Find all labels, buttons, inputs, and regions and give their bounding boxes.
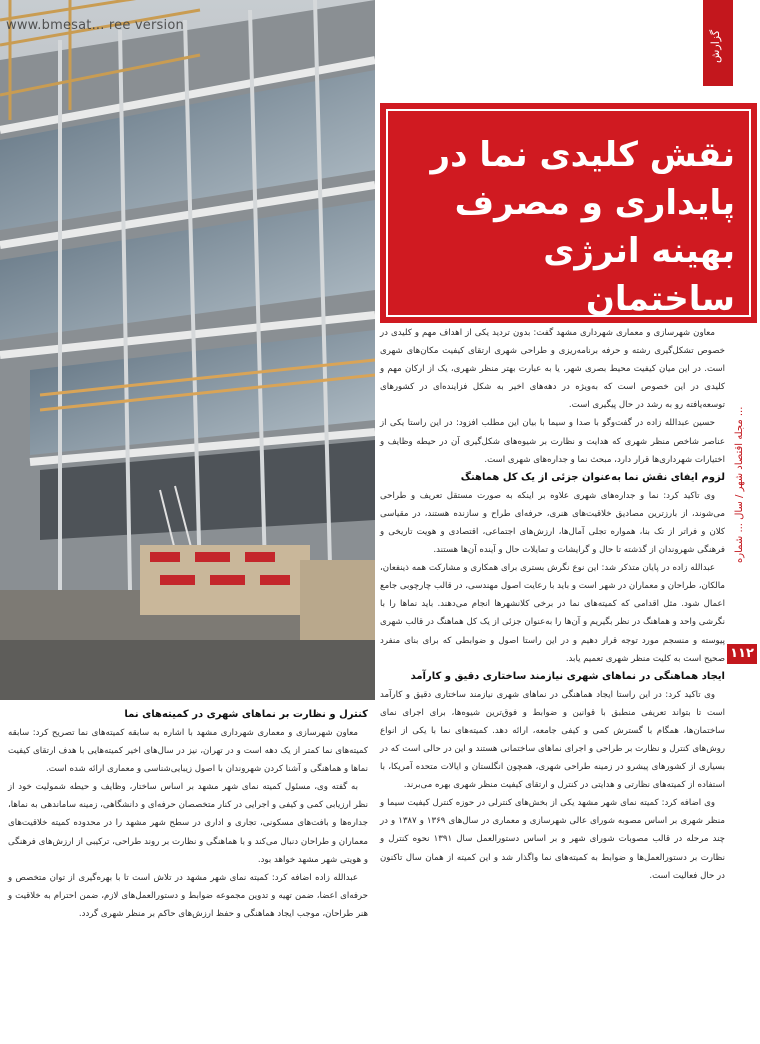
page-number: ۱۱۲ xyxy=(727,644,757,664)
article-title xyxy=(396,131,735,323)
article-column-right xyxy=(380,324,725,885)
title-line-3: بهینه انرژی ساختمان xyxy=(543,231,735,319)
runner-text: مجله اقتصاد شهر / سال ... شماره ... xyxy=(734,406,745,564)
title-box xyxy=(380,103,757,323)
paragraph: وی اضافه کرد: کمیته نمای شهر مشهد یکی از بخش‌های کنترلی در حوزه کنترل کیفیت سیما و منظر شهری بر اساس مصوبه شورای عالی شهرسازی و معماری در سال‌های ۱۳۶۹ و ۱۳۸۷ و در چند مرحله در قالب مصوبات شورای شهر و بر اساس دستورالعمل سال ۱۳۹۱ نحوه کنترل و نظارت بر دستورالعمل‌ها و ضوابط به کمیته‌های نما واگذار شد و این کمیته از همان سال تاکنون در حال فعالیت است. xyxy=(380,798,725,881)
paragraph: عبدالله زاده در پایان متذکر شد: این نوع نگرش بستری برای همکاری و مشارکت همه ذینفعان، مالکان، طراحان و معماران در شهر است و باید با رعایت اصول مهندسی، در قالب چارچوبی جامع اعمال شود. مثل اقدامی که کمیته‌های نما در برخی کلانشهرها انجام می‌دهند. باید نماها را با نگرشی واحد و هماهنگ در نظر بگیریم و آن‌ها را به‌عنوان جزئی از یک کل هماهنگ در قالب شهری پیوسته و منسجم مورد توجه قرار دهیم و در این راستا اصول و ضوابطی که برای بنای منفرد صحیح است به کلیت منظر شهری تعمیم یابد. xyxy=(380,563,725,664)
section-tab-label: گزارش xyxy=(709,29,722,63)
paragraph: وی تاکید کرد: در این راستا ایجاد هماهنگی در نماهای شهری نیازمند ساختاری دقیق و کارآمد است تا بتواند تعریفی منطبق با قوانین و ضوابط و فوق‌ترین شیوه‌ها، برای اجرای نمای ساختمان‌ها، همگام با گسترش کمی و کیفی جامعه، ارائه دهد. کمیته‌های نما با یکی از انواع روش‌های کنترل و نظارت بر طراحی و اجرای نماهای ساختمانی هستند و این در حالی است که در بسیاری از کشورهای پیشرو در زمینه طراحی شهری، همچون انگلستان و ایالات متحده آمریکا، با استفاده از کمیته‌های نظارتی و هدایتی در کنترل و ارتقای کیفیت منظر شهری بهره می‌برند. xyxy=(380,689,725,791)
paragraph: معاون شهرسازی و معماری شهرداری مشهد با اشاره به سابقه کمیته‌های نما تصریح کرد: سابقه کمیته‌های نما کمتر از یک دهه است و در تهران، نیز در سال‌های اخیر کمیته‌هایی با هدف ارتقای کیفیت نماها و هماهنگی و آشنا کردن شهروندان با اصول زیبایی‌شناسی و معماری ارائه شده است. xyxy=(8,728,368,775)
building-photo xyxy=(0,0,375,700)
article-column-left xyxy=(8,706,368,923)
paragraph: وی تاکید کرد: نما و جداره‌های شهری علاوه بر اینکه به صورت مستقل تعریف و طراحی می‌شوند، از بارزترین مصادیق خلاقیت‌های هنری، حرفه‌ای طراح و سازنده هستند، در مقیاسی کلان و فراتر از تک بنا، همواره تجلی آمال‌ها، ارزش‌های اجتماعی، اقتصادی و هویت تاریخی و فرهنگی شهروندان از گذشته تا حال و گرایشات و تمایلات حال و آینده آن‌ها هستند. xyxy=(380,490,725,556)
section-tab xyxy=(703,0,733,86)
paragraph: عبدالله زاده اضافه کرد: کمیته نمای شهر مشهد در تلاش است تا با بهره‌گیری از توان متخصص و حرفه‌ای اعضا، ضمن تهیه و تدوین مجموعه ضوابط و دستورالعمل‌های لازم، ضمن احترام به خلاقیت و هنر طراحان، موجب ایجاد هماهنگی و حفظ ارزش‌های حاکم بر منظر شهری گردد. xyxy=(8,872,368,919)
subheading: کنترل و نظارت بر نماهای شهری در کمیته‌های نما xyxy=(124,709,368,720)
title-line-2: پایداری و مصرف xyxy=(454,183,735,223)
subheading: لزوم ایفای نقش نما به‌عنوان جزئی از یک کل هماهنگ xyxy=(460,471,725,483)
paragraph: حسین عبدالله زاده در گفت‌وگو با صدا و سیما با بیان این مطلب افزود: در این راستا یکی از عناصر شاخص منظر شهری که هدایت و نظارت بر شیوه‌های شکل‌گیری آن در حیطه وظایف و اختیارات شهرداری‌ها قرار دارد، مبحث نما و جداره‌های شهری است. xyxy=(380,418,725,465)
building-photo-graphic xyxy=(0,0,375,700)
watermark-text: www.bmesat... ree version xyxy=(6,18,184,33)
subheading: ایجاد هماهنگی در نماهای شهری نیازمند ساختاری دقیق و کارآمد xyxy=(410,670,725,682)
paragraph: به گفته وی، مسئول کمیته نمای شهر مشهد بر اساس ساختار، وظایف و حیطه شمولیت خود از نظر ارزیابی کمی و کیفی و اجرایی در کنار متخصصان حرفه‌ای و دانشگاهی، زمینه ساماندهی به نماها، جداره‌ها و بافت‌های مسکونی، تجاری و اداری در سطح شهر مشهد را در محدوده کمیته خلاقیت‌های معماران و طراحان دنبال می‌کند و با هماهنگی و نظارت بر روند طراحی، ترکیبی از ارزش‌های فرهنگی و هویتی شهر مشهد خواهد بود. xyxy=(8,782,368,865)
paragraph: معاون شهرسازی و معماری شهرداری مشهد گفت: بدون تردید یکی از اهداف مهم و کلیدی در خصوص تشکل‌گیری رشته و حرفه برنامه‌ریزی و طراحی شهری ارتقای کیفیت مکان‌های شهری است. در این میان کیفیت محیط بصری شهر، یا به عبارت بهتر منظر شهری، یک از ارکان مهم و کلیدی در این خصوص است که به‌ویژه در دهه‌های اخیر به شکل فزاینده‌ای در کشورهای توسعه‌یافته رو به رشد در حال پیگیری است. xyxy=(380,328,725,411)
title-line-1: نقش کلیدی نما در xyxy=(430,135,735,175)
